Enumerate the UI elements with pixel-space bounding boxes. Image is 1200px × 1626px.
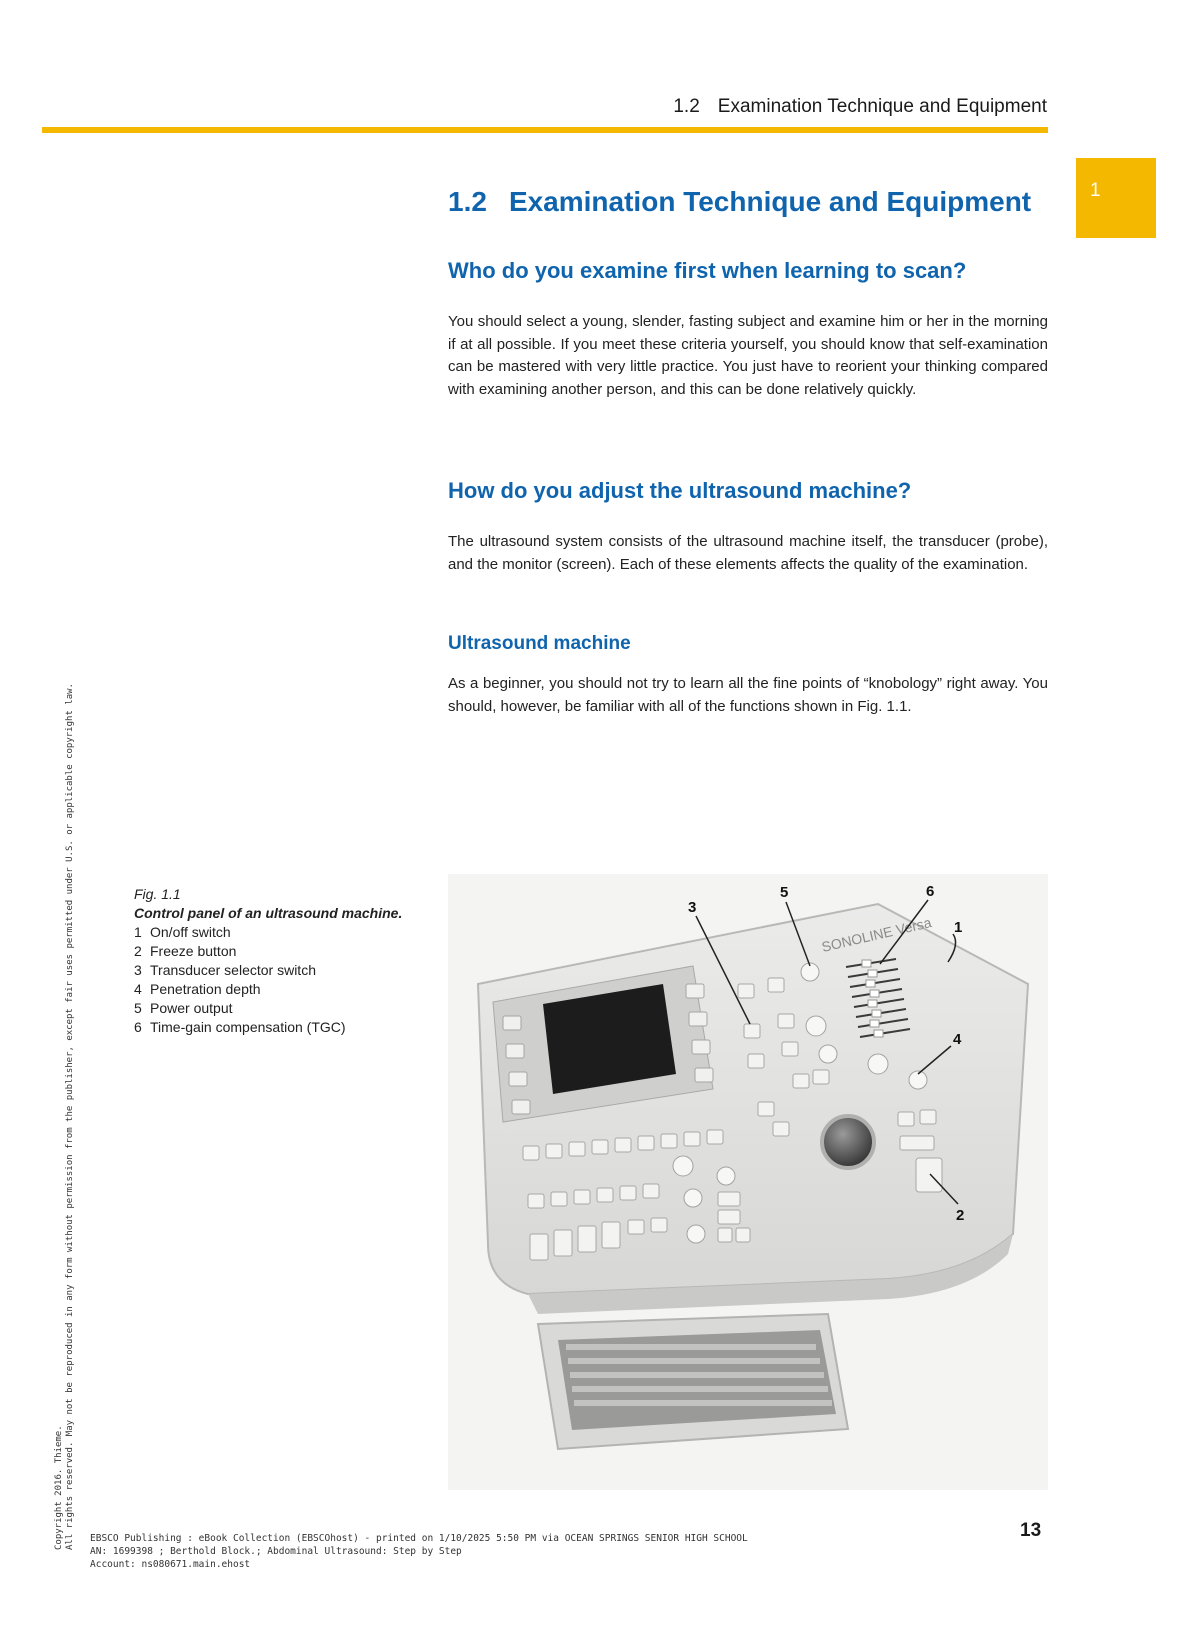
chapter-tab	[1076, 158, 1156, 238]
running-head-title: Examination Technique and Equipment	[717, 96, 1047, 117]
page-number: 13	[1020, 1520, 1042, 1541]
section-title: Examination Technique and Equipment	[508, 186, 1032, 217]
section-heading	[448, 186, 1068, 218]
section-number: 1.2	[448, 186, 487, 217]
question-heading-2: How do you adjust the ultrasound machine?	[448, 478, 912, 503]
callout-4: 4	[953, 1031, 962, 1048]
legend-item: 1 On/off switch	[134, 924, 231, 940]
ultrasound-control-panel-photo	[448, 874, 1048, 1490]
paragraph-2: The ultrasound system consists of the ultrasound machine itself, the transducer (probe), and the monitor (screen). Each of these elements affects the quality of the examination.	[448, 533, 1048, 573]
callout-3: 3	[688, 899, 697, 916]
paragraph-1: You should select a young, slender, fasting subject and examine him or her in the morning if at all possible. If you meet these criteria yourself, you should know that self-examination can be mastered with very little practice. You just have to reorient your thinking compared with examining another person, and this can be done relatively quickly.	[448, 313, 1048, 398]
question-heading-1: Who do you examine first when learning to scan?	[448, 258, 967, 283]
trackball	[822, 1116, 874, 1168]
callout-1: 1	[954, 919, 963, 936]
figure-caption	[134, 885, 434, 1037]
figure-title: Control panel of an ultrasound machine.	[134, 905, 403, 921]
header-rule	[42, 127, 1048, 133]
callout-6: 6	[926, 883, 935, 900]
print-footer: EBSCO Publishing : eBook Collection (EBSCOhost) - printed on 1/10/2025 5:50 PM via OCEAN SPRINGS SENIOR HIGH SCHOOL AN: 1699398 ; Berthold Block.; Abdominal Ultrasound: Step by Step Account: ns080671.main.ehost	[90, 1533, 748, 1570]
callout-5: 5	[780, 884, 789, 901]
brand-label: SONOLINE Versa	[820, 914, 933, 955]
copyright-notice: Copyright 2016. Thieme. All rights reserved. May not be reproduced in any form without permission from the publisher, except fair uses permitted under U.S. or applicable copyright law.	[54, 683, 75, 1550]
legend-item: 3 Transducer selector switch	[134, 962, 316, 978]
legend-item: 5 Power output	[134, 1000, 233, 1016]
legend-item: 2 Freeze button	[134, 943, 237, 959]
callout-2: 2	[956, 1207, 965, 1224]
control-panel-illustration	[448, 874, 1048, 1490]
running-head-number: 1.2	[673, 96, 700, 117]
figure-legend	[134, 923, 434, 1037]
subheading-ultrasound-machine: Ultrasound machine	[448, 633, 631, 654]
paragraph-3: As a beginner, you should not try to learn all the fine points of “knobology” right away. You should, however, be familiar with all of the functions shown in Fig. 1.1.	[448, 675, 1048, 715]
legend-item: 4 Penetration depth	[134, 981, 261, 997]
chapter-tab-number: 1	[1090, 180, 1101, 201]
running-head	[673, 96, 1047, 118]
figure-label: Fig. 1.1	[134, 886, 181, 902]
legend-item: 6 Time-gain compensation (TGC)	[134, 1019, 346, 1035]
